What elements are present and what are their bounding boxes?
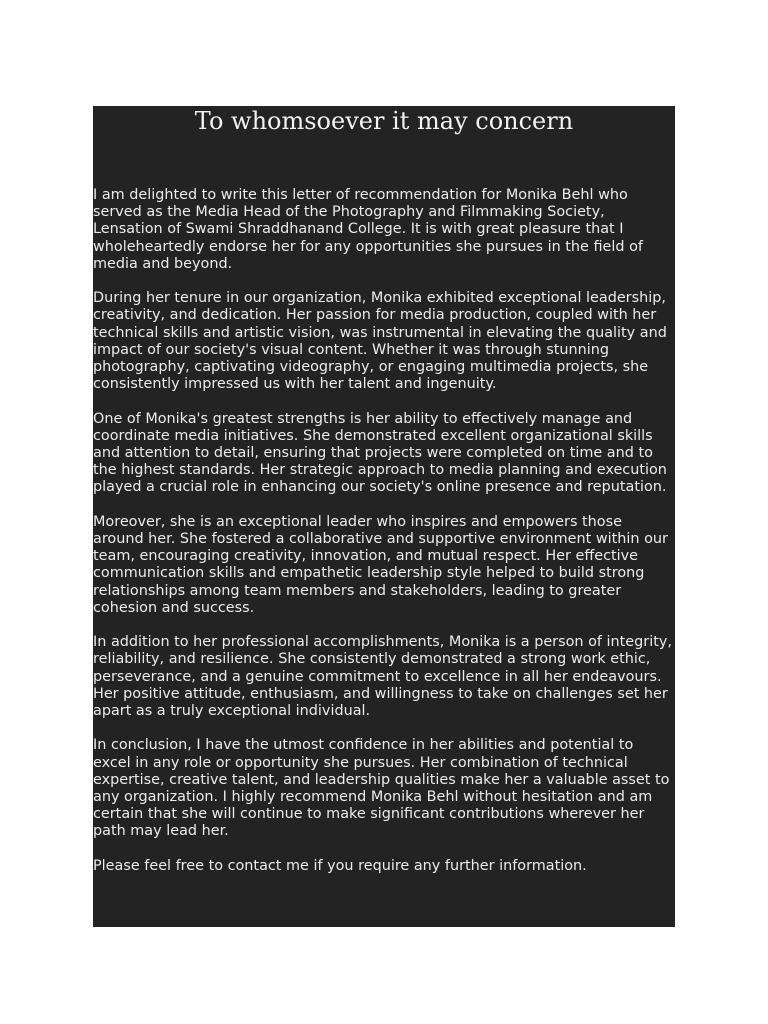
paragraph-contact: Please feel free to contact me if you require any further information. [93,857,587,874]
paragraph-conclusion: In conclusion, I have the utmost confidence in her abilities and potential to excel in any role or opportunity she pursues. Her combination of technical expertise, creative talent, and leadership qualities make her a valuable asset to any organization. I highly recommend Monika Behl without hesitation and am certain that she will continue to make significant contributions wherever her path may lead her. [93,737,670,840]
letter-page [93,106,675,927]
paragraph-introduction: I am delighted to write this letter of recommendation for Monika Behl who served as the Media Head of the Photography and Filmmaking Society, Lensation of Swami Shraddhanand College. It is with great pleasure that I wholeheartedly endorse her for any opportunities she pursues in the field of media and beyond. [93,187,643,272]
paragraph-leadership: Moreover, she is an exceptional leader who inspires and empowers those around her. She fostered a collaborative and supportive environment within our team, encouraging creativity, innovation, and mutual respect. Her effective communication skills and empathetic leadership style helped to build strong relationships among team members and stakeholders, leading to greater cohesion and success. [93,513,668,616]
letter-body [93,187,675,892]
paragraph-strengths: One of Monika's greatest strengths is her ability to effectively manage and coordinate media initiatives. She demonstrated excellent organizational skills and attention to detail, ensuring that projects were completed on time and to the highest standards. Her strategic approach to media planning and execution played a crucial role in enhancing our society's online presence and reputation. [93,410,667,496]
letter-title: To whomsoever it may concern [194,107,574,135]
paragraph-tenure: During her tenure in our organization, Monika exhibited exceptional leadership, creativity, and dedication. Her passion for media production, coupled with her technical skills and artistic vision, was instrumental in elevating the quality and impact of our society's visual content. Whether it was through stunning photography, captivating videography, or engaging multimedia projects, she consistently impressed us with her talent and ingenuity. [93,290,667,393]
paragraph-character: In addition to her professional accomplishments, Monika is a person of integrity, reliability, and resilience. She consistently demonstrated a strong work ethic, perseverance, and a genuine commitment to excellence in all her endeavours. Her positive attitude, enthusiasm, and willingness to take on challenges set her apart as a truly exceptional individual. [93,634,672,720]
